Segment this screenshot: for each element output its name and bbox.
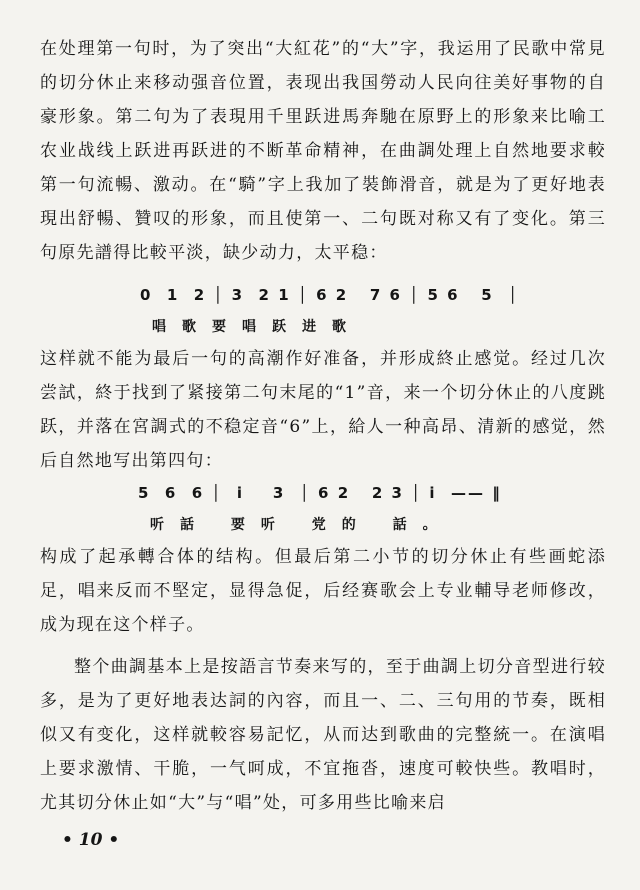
paragraph-1: 在处理第一句时，为了突出“大紅花”的“大”字，我运用了民歌中常見的切分休止来移动强音位置，表现出我国勞动人民向往美好事物的自豪形象。第二句为了表現用千里跃进馬奔馳在原野上的形象来比喻工农业战线上跃进再跃进的不断革命精神，在曲調处理上自然地要求較第一句流暢、激动。在“騎”字上我加了裝飾滑音，就是为了更好地表現出舒暢、贊叹的形象，而且使第一、二句既对称又有了变化。第三句原先譜得比較平淡，缺少动力，太平稳： bbox=[40, 39, 606, 263]
paragraph-4: 整个曲調基本上是按語言节奏来写的，至于曲調上切分音型进行较多，是为了更好地表达詞的內容，而且一、二、三句用的节奏，既相似又有变化，这样就較容易記忆，从而达到歌曲的完整統一。在演唱上要求激情、干脆，一气呵成，不宜拖沓，速度可較快些。教唱时，尤其切分休止如“大”与“唱”处，可多用些比喻来启 bbox=[40, 657, 606, 813]
notation-notes: 5 6 6 │ i 3 │ 6 2 2 3 │ i —— ‖ bbox=[138, 484, 502, 502]
notation-notes: 0 1 2 │ 3 2 1 │ 6 2 7 6 │ 5 6 5 │ bbox=[140, 286, 520, 304]
paragraph-3: 构成了起承轉合体的结构。但最后第二小节的切分休止有些画蛇添足，唱来反而不堅定，显得急促，后经赛歌会上专业輔导老师修改，成为现在这个样子。 bbox=[40, 547, 606, 635]
numbered-notation-phrase-4 bbox=[138, 484, 518, 540]
paragraph-2: 这样就不能为最后一句的高潮作好准备，并形成終止感觉。经过几次尝試，終于找到了紧接第二句末尾的“1”音，来一个切分休止的八度跳跃，并落在宮調式的不稳定音“6”上，給人一种高昂、清新的感觉，然后自然地写出第四句： bbox=[40, 349, 606, 471]
page-number: • 10 • bbox=[62, 830, 120, 850]
numbered-notation-phrase-3 bbox=[140, 286, 520, 342]
notation-lyrics: 唱歌要唱跃进歌 bbox=[152, 319, 362, 335]
notation-lyrics: 听話 要听 党的 話。 bbox=[150, 517, 453, 533]
